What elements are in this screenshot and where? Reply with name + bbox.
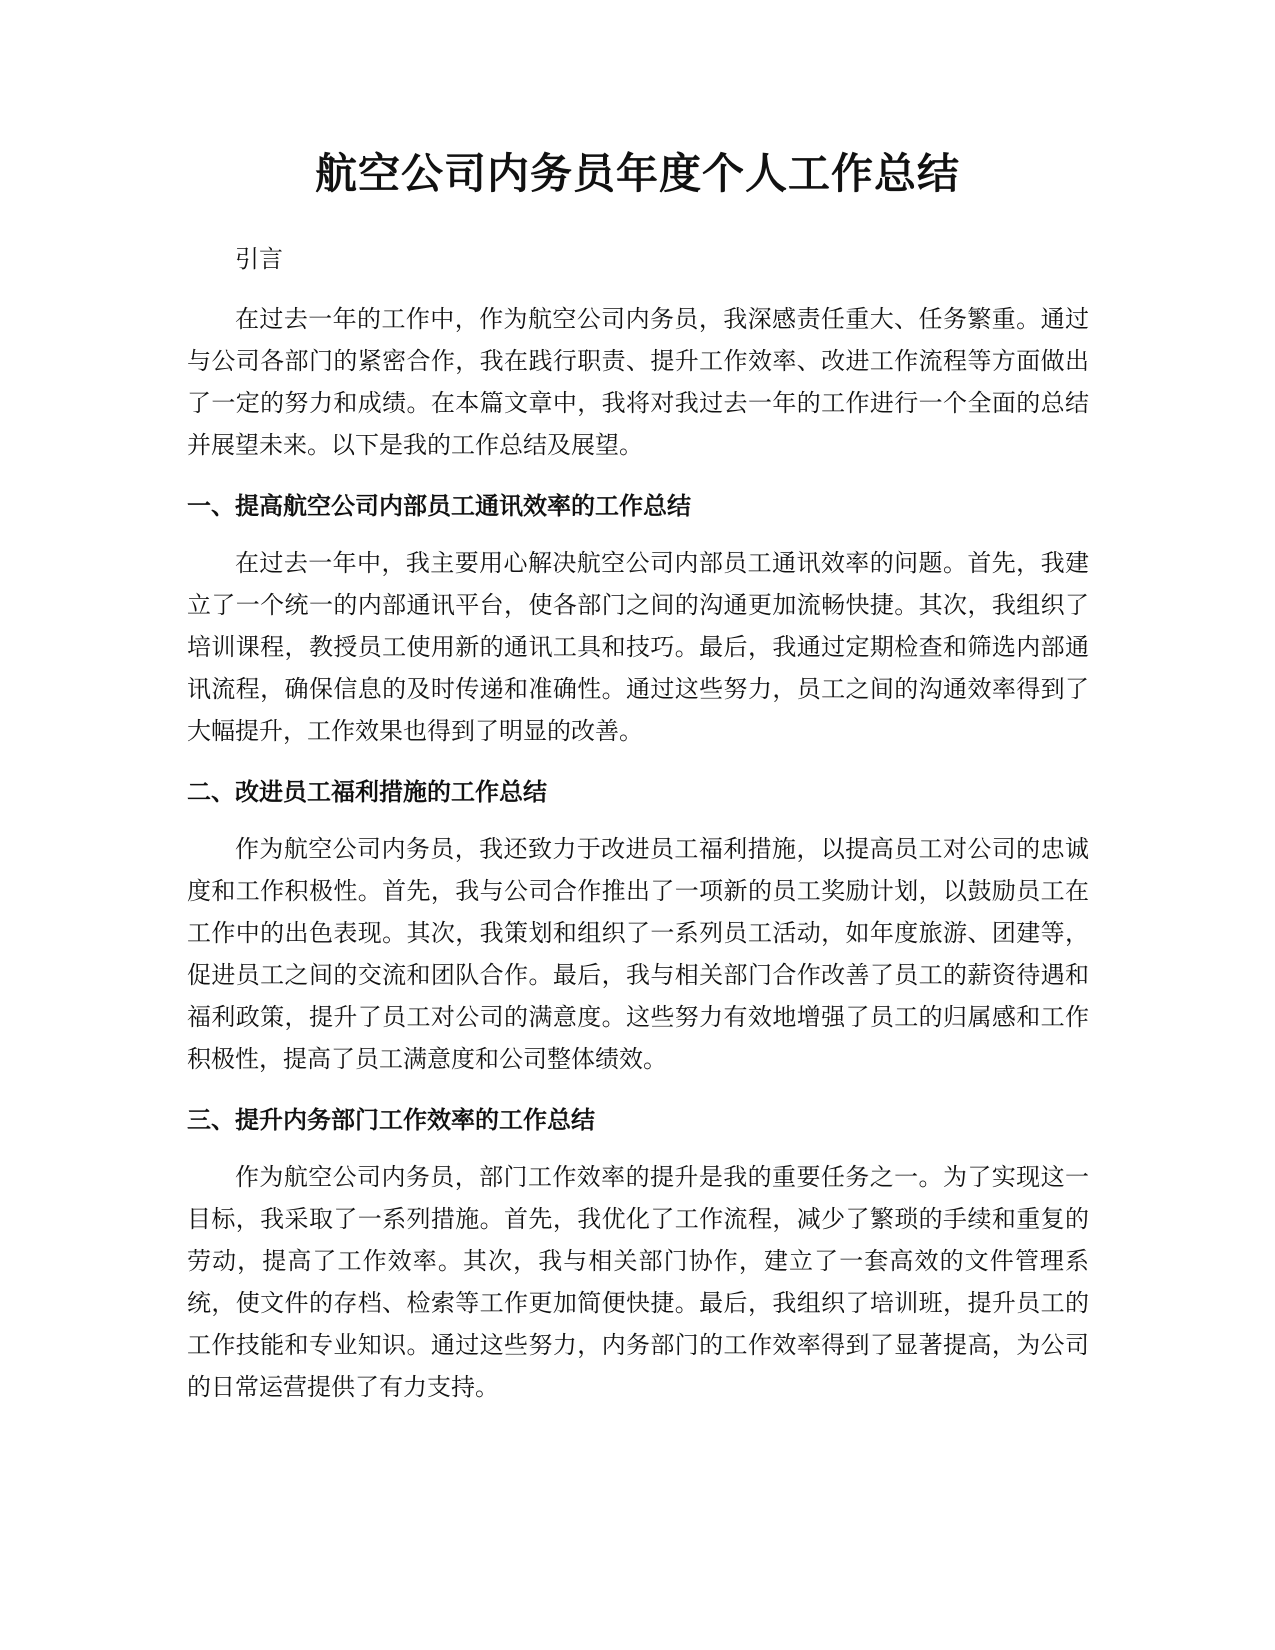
document-title: 航空公司内务员年度个人工作总结 (314, 149, 960, 198)
section-3-heading: 三、提升内务部门工作效率的工作总结 (187, 1106, 595, 1134)
document-body (187, 238, 1089, 1428)
section-3-paragraph: 作为航空公司内务员，部门工作效率的提升是我的重要任务之一。为了实现这一目标，我采取了一系列措施。首先，我优化了工作流程，减少了繁琐的手续和重复的劳动，提高了工作效率。其次，我与相关部门协作，建立了一套高效的文件管理系统，使文件的存档、检索等工作更加简便快捷。最后，我组织了培训班，提升员工的工作技能和专业知识。通过这些努力，内务部门的工作效率得到了显著提高，为公司的日常运营提供了有力支持。 (187, 1163, 1089, 1401)
section-1-paragraph: 在过去一年中，我主要用心解决航空公司内部员工通讯效率的问题。首先，我建立了一个统一的内部通讯平台，使各部门之间的沟通更加流畅快捷。其次，我组织了培训课程，教授员工使用新的通讯工具和技巧。最后，我通过定期检查和筛选内部通讯流程，确保信息的及时传递和准确性。通过这些努力，员工之间的沟通效率得到了大幅提升，工作效果也得到了明显的改善。 (187, 549, 1089, 745)
section-2-paragraph: 作为航空公司内务员，我还致力于改进员工福利措施，以提高员工对公司的忠诚度和工作积极性。首先，我与公司合作推出了一项新的员工奖励计划，以鼓励员工在工作中的出色表现。其次，我策划和组织了一系列员工活动，如年度旅游、团建等，促进员工之间的交流和团队合作。最后，我与相关部门合作改善了员工的薪资待遇和福利政策，提升了员工对公司的满意度。这些努力有效地增强了员工的归属感和工作积极性，提高了员工满意度和公司整体绩效。 (187, 835, 1089, 1073)
section-1-heading: 一、提高航空公司内部员工通讯效率的工作总结 (187, 492, 691, 520)
intro-paragraph: 在过去一年的工作中，作为航空公司内务员，我深感责任重大、任务繁重。通过与公司各部门的紧密合作，我在践行职责、提升工作效率、改进工作流程等方面做出了一定的努力和成绩。在本篇文章中，我将对我过去一年的工作进行一个全面的总结并展望未来。以下是我的工作总结及展望。 (187, 305, 1089, 459)
intro-label: 引言 (235, 245, 283, 273)
section-2-heading: 二、改进员工福利措施的工作总结 (187, 778, 547, 806)
